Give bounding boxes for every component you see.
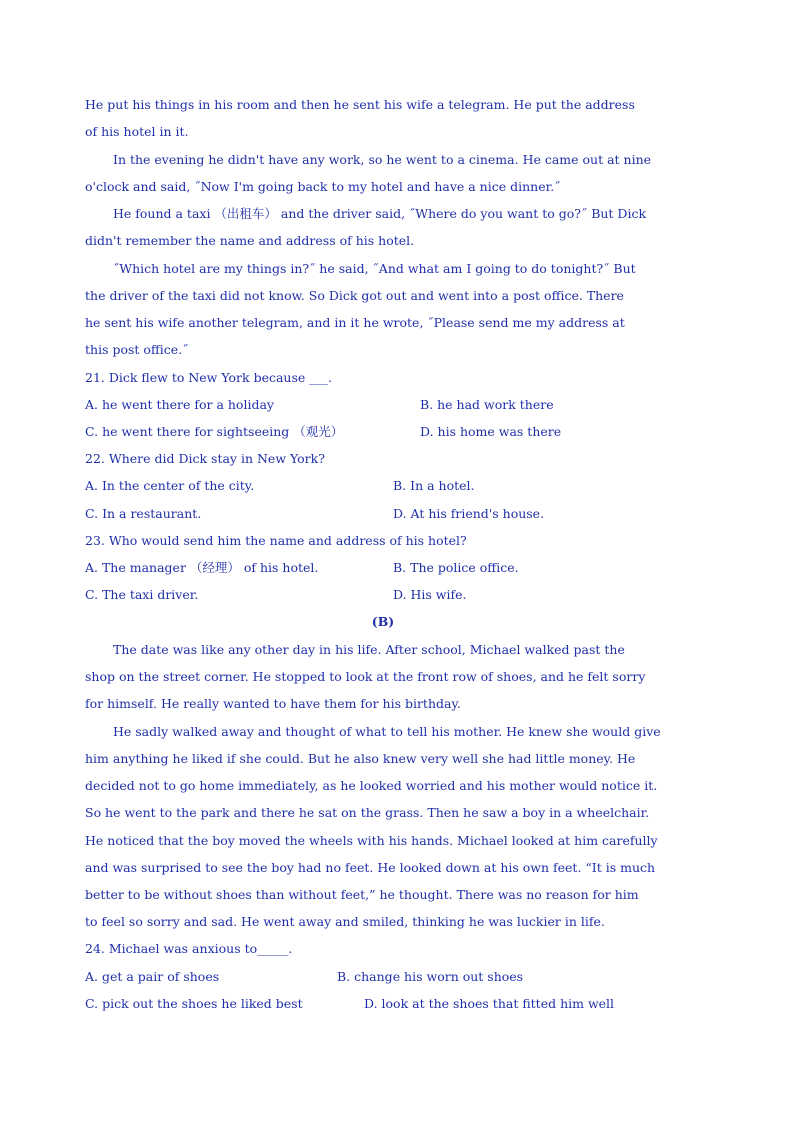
passage-a-line-4: o'clock and said, ˝Now I'm going back to my hotel and have a nice dinner.˝ [85,179,561,194]
question-23-option-d: D. His wife. [393,587,467,602]
question-22-option-c: C. In a restaurant. [85,506,202,521]
question-22-option-a: A. In the center of the city. [85,478,255,493]
passage-a-line-9: he sent his wife another telegram, and in it he wrote, ˝Please send me my address at [85,315,625,330]
question-24-option-c: C. pick out the shoes he liked best [85,996,303,1011]
passage-b-line-6: decided not to go home immediately, as he looked worried and his mother would notice it. [85,778,658,793]
question-24-option-d: D. look at the shoes that fitted him well [364,996,615,1011]
passage-b-line-2: shop on the street corner. He stopped to look at the front row of shoes, and he felt sorry [85,669,646,684]
question-24-option-a: A. get a pair of shoes [85,969,220,984]
question-21-stem: 21. Dick flew to New York because ___. [85,370,332,385]
question-21-option-c: C. he went there for sightseeing （观光） [85,424,344,439]
passage-a-line-5: He found a taxi （出租车） and the driver said, ˝Where do you want to go?˝ But Dick [113,206,647,221]
question-23-option-a: A. The manager （经理） of his hotel. [85,560,319,575]
passage-b-line-11: to feel so sorry and sad. He went away and smiled, thinking he was luckier in life. [85,914,605,929]
section-b-heading: (B) [371,614,395,629]
question-22-option-d: D. At his friend's house. [393,506,545,521]
passage-b-line-1: The date was like any other day in his life. After school, Michael walked past the [113,642,625,657]
passage-b-line-10: better to be without shoes than without feet,” he thought. There was no reason for him [85,887,639,902]
passage-a-line-6: didn't remember the name and address of his hotel. [85,233,415,248]
question-22-option-b: B. In a hotel. [393,478,475,493]
question-24-option-b: B. change his worn out shoes [337,969,524,984]
question-21-option-d: D. his home was there [420,424,562,439]
question-22-stem: 22. Where did Dick stay in New York? [85,451,325,466]
passage-b-line-7: So he went to the park and there he sat on the grass. Then he saw a boy in a wheelchair. [85,805,650,820]
question-23-option-c: C. The taxi driver. [85,587,199,602]
question-23-option-b: B. The police office. [393,560,519,575]
passage-b-line-5: him anything he liked if she could. But he also knew very well she had little money. He [85,751,636,766]
question-24-stem: 24. Michael was anxious to_____. [85,941,293,956]
passage-a-line-10: this post office.˝ [85,342,189,357]
passage-a-line-2: of his hotel in it. [85,124,189,139]
passage-a-line-8: the driver of the taxi did not know. So Dick got out and went into a post office. There [85,288,624,303]
passage-a-line-3: In the evening he didn't have any work, so he went to a cinema. He came out at nine [113,152,652,167]
passage-b-line-3: for himself. He really wanted to have them for his birthday. [85,696,461,711]
passage-b-line-9: and was surprised to see the boy had no feet. He looked down at his own feet. “It is much [85,860,656,875]
passage-b-line-4: He sadly walked away and thought of what to tell his mother. He knew she would give [113,724,661,739]
question-23-stem: 23. Who would send him the name and address of his hotel? [85,533,467,548]
passage-a-line-7: ˝Which hotel are my things in?˝ he said, ˝And what am I going to do tonight?˝ But [113,261,636,276]
question-21-option-b: B. he had work there [420,397,554,412]
passage-a-line-1: He put his things in his room and then he sent his wife a telegram. He put the address [85,97,635,112]
question-21-option-a: A. he went there for a holiday [85,397,274,412]
passage-b-line-8: He noticed that the boy moved the wheels with his hands. Michael looked at him carefully [85,833,658,848]
